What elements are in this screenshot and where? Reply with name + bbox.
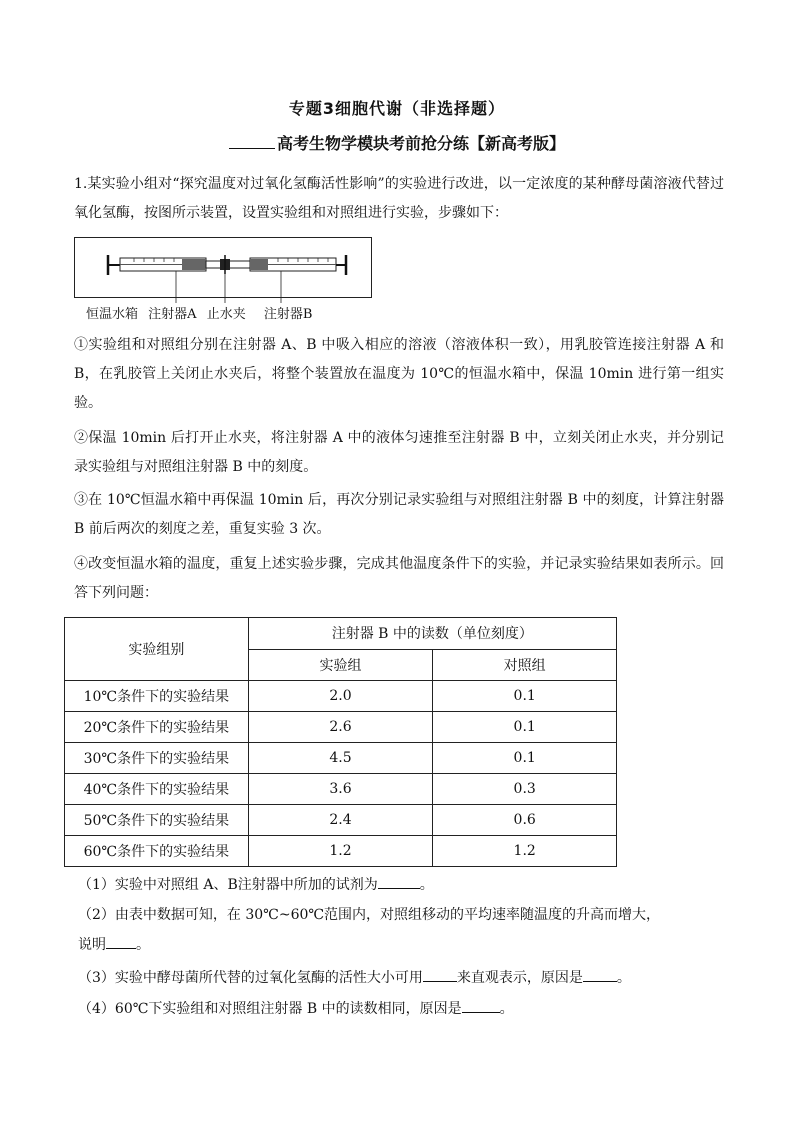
q3-mid: 来直观表示，原因是	[456, 970, 583, 986]
table-row	[65, 712, 617, 743]
question-4	[78, 998, 718, 1019]
label-water-tank: 恒温水箱	[86, 307, 139, 322]
subtitle-text: 高考生物学模块考前抢分练【新高考版】	[276, 134, 565, 153]
results-table	[64, 617, 617, 867]
table-row	[65, 805, 617, 836]
row-label: 20℃条件下的实验结果	[65, 712, 249, 743]
header-group: 实验组别	[65, 618, 249, 681]
cell-experimental: 2.0	[248, 681, 433, 712]
step-2: ②保温 10min 后打开止水夹，将注射器 A 中的液体匀速推至注射器 B 中，立刻关闭止水夹，并分别记录实验组与对照组注射器 B 中的刻度。	[74, 430, 724, 475]
cell-experimental: 3.6	[248, 774, 433, 805]
question-intro: 1.某实验小组对“探究温度对过氧化氢酶活性影响”的实验进行改进，以一定浓度的某种酵母菌溶液代替过氧化氢酶，按图所示装置，设置实验组和对照组进行实验，步骤如下：	[74, 176, 724, 221]
answer-blank	[378, 874, 420, 889]
q3-text: （3）实验中酵母菌所代替的过氧化氢酶的活性大小可用	[78, 970, 423, 986]
page-subtitle	[0, 131, 794, 154]
step-4: ④改变恒温水箱的温度，重复上述实验步骤，完成其他温度条件下的实验，并记录实验结果如表所示。回答下列问题：	[74, 556, 724, 601]
label-syringe-a: 注射器A	[148, 307, 197, 322]
table-row	[65, 774, 617, 805]
row-label: 60℃条件下的实验结果	[65, 836, 249, 867]
table-row	[65, 681, 617, 712]
step-3: ③在 10℃恒温水箱中再保温 10min 后，再次分别记录实验组与对照组注射器 B 中的刻度，计算注射器 B 前后两次的刻度之差，重复实验 3 次。	[74, 492, 724, 537]
cell-control: 0.1	[433, 681, 617, 712]
cell-control: 1.2	[433, 836, 617, 867]
apparatus-figure	[74, 237, 372, 329]
page-title: 专题3细胞代谢（非选择题）	[288, 99, 506, 118]
table-row	[65, 836, 617, 867]
q2-line1: （2）由表中数据可知，在 30℃~60℃范围内，对照组移动的平均速率随温度的升高而增大，	[78, 907, 661, 923]
q2-text: 说明	[78, 937, 106, 953]
header-control: 对照组	[433, 649, 617, 681]
row-label: 30℃条件下的实验结果	[65, 743, 249, 774]
answer-blank	[423, 967, 457, 982]
q3-end: 。	[616, 970, 631, 986]
question-1	[78, 874, 718, 895]
figure-labels	[86, 303, 312, 322]
cell-control: 0.6	[433, 805, 617, 836]
q4-end: 。	[499, 1001, 514, 1017]
label-clamp: 止水夹	[206, 307, 246, 322]
q1-text: （1）实验中对照组 A、B注射器中所加的试剂为	[78, 877, 378, 893]
cell-experimental: 2.6	[248, 712, 433, 743]
cell-experimental: 4.5	[248, 743, 433, 774]
cell-experimental: 1.2	[248, 836, 433, 867]
q2-end: 。	[136, 937, 150, 953]
step-1: ①实验组和对照组分别在注射器 A、B 中吸入相应的溶液（溶液体积一致），用乳胶管连接注射器 A 和 B，在乳胶管上关闭止水夹后，将整个装置放在温度为 10℃的恒温水箱中，保温 10min 进行第一组实验。	[74, 337, 724, 411]
answer-blank	[462, 998, 500, 1013]
label-syringe-b: 注射器B	[263, 307, 313, 322]
cell-control: 0.1	[433, 712, 617, 743]
header-reading: 注射器 B 中的读数（单位刻度）	[248, 618, 616, 650]
q1-end: 。	[419, 877, 434, 893]
subtitle-dash	[229, 134, 275, 149]
row-label: 40℃条件下的实验结果	[65, 774, 249, 805]
cell-control: 0.1	[433, 743, 617, 774]
question-2	[78, 905, 718, 955]
row-label: 50℃条件下的实验结果	[65, 805, 249, 836]
answer-blank	[106, 934, 136, 949]
q4-text: （4）60℃下实验组和对照组注射器 B 中的读数相同，原因是	[78, 1001, 462, 1017]
cell-control: 0.3	[433, 774, 617, 805]
header-experimental: 实验组	[248, 649, 433, 681]
row-label: 10℃条件下的实验结果	[65, 681, 249, 712]
cell-experimental: 2.4	[248, 805, 433, 836]
answer-blank	[583, 967, 617, 982]
table-row	[65, 743, 617, 774]
question-3	[78, 967, 718, 988]
